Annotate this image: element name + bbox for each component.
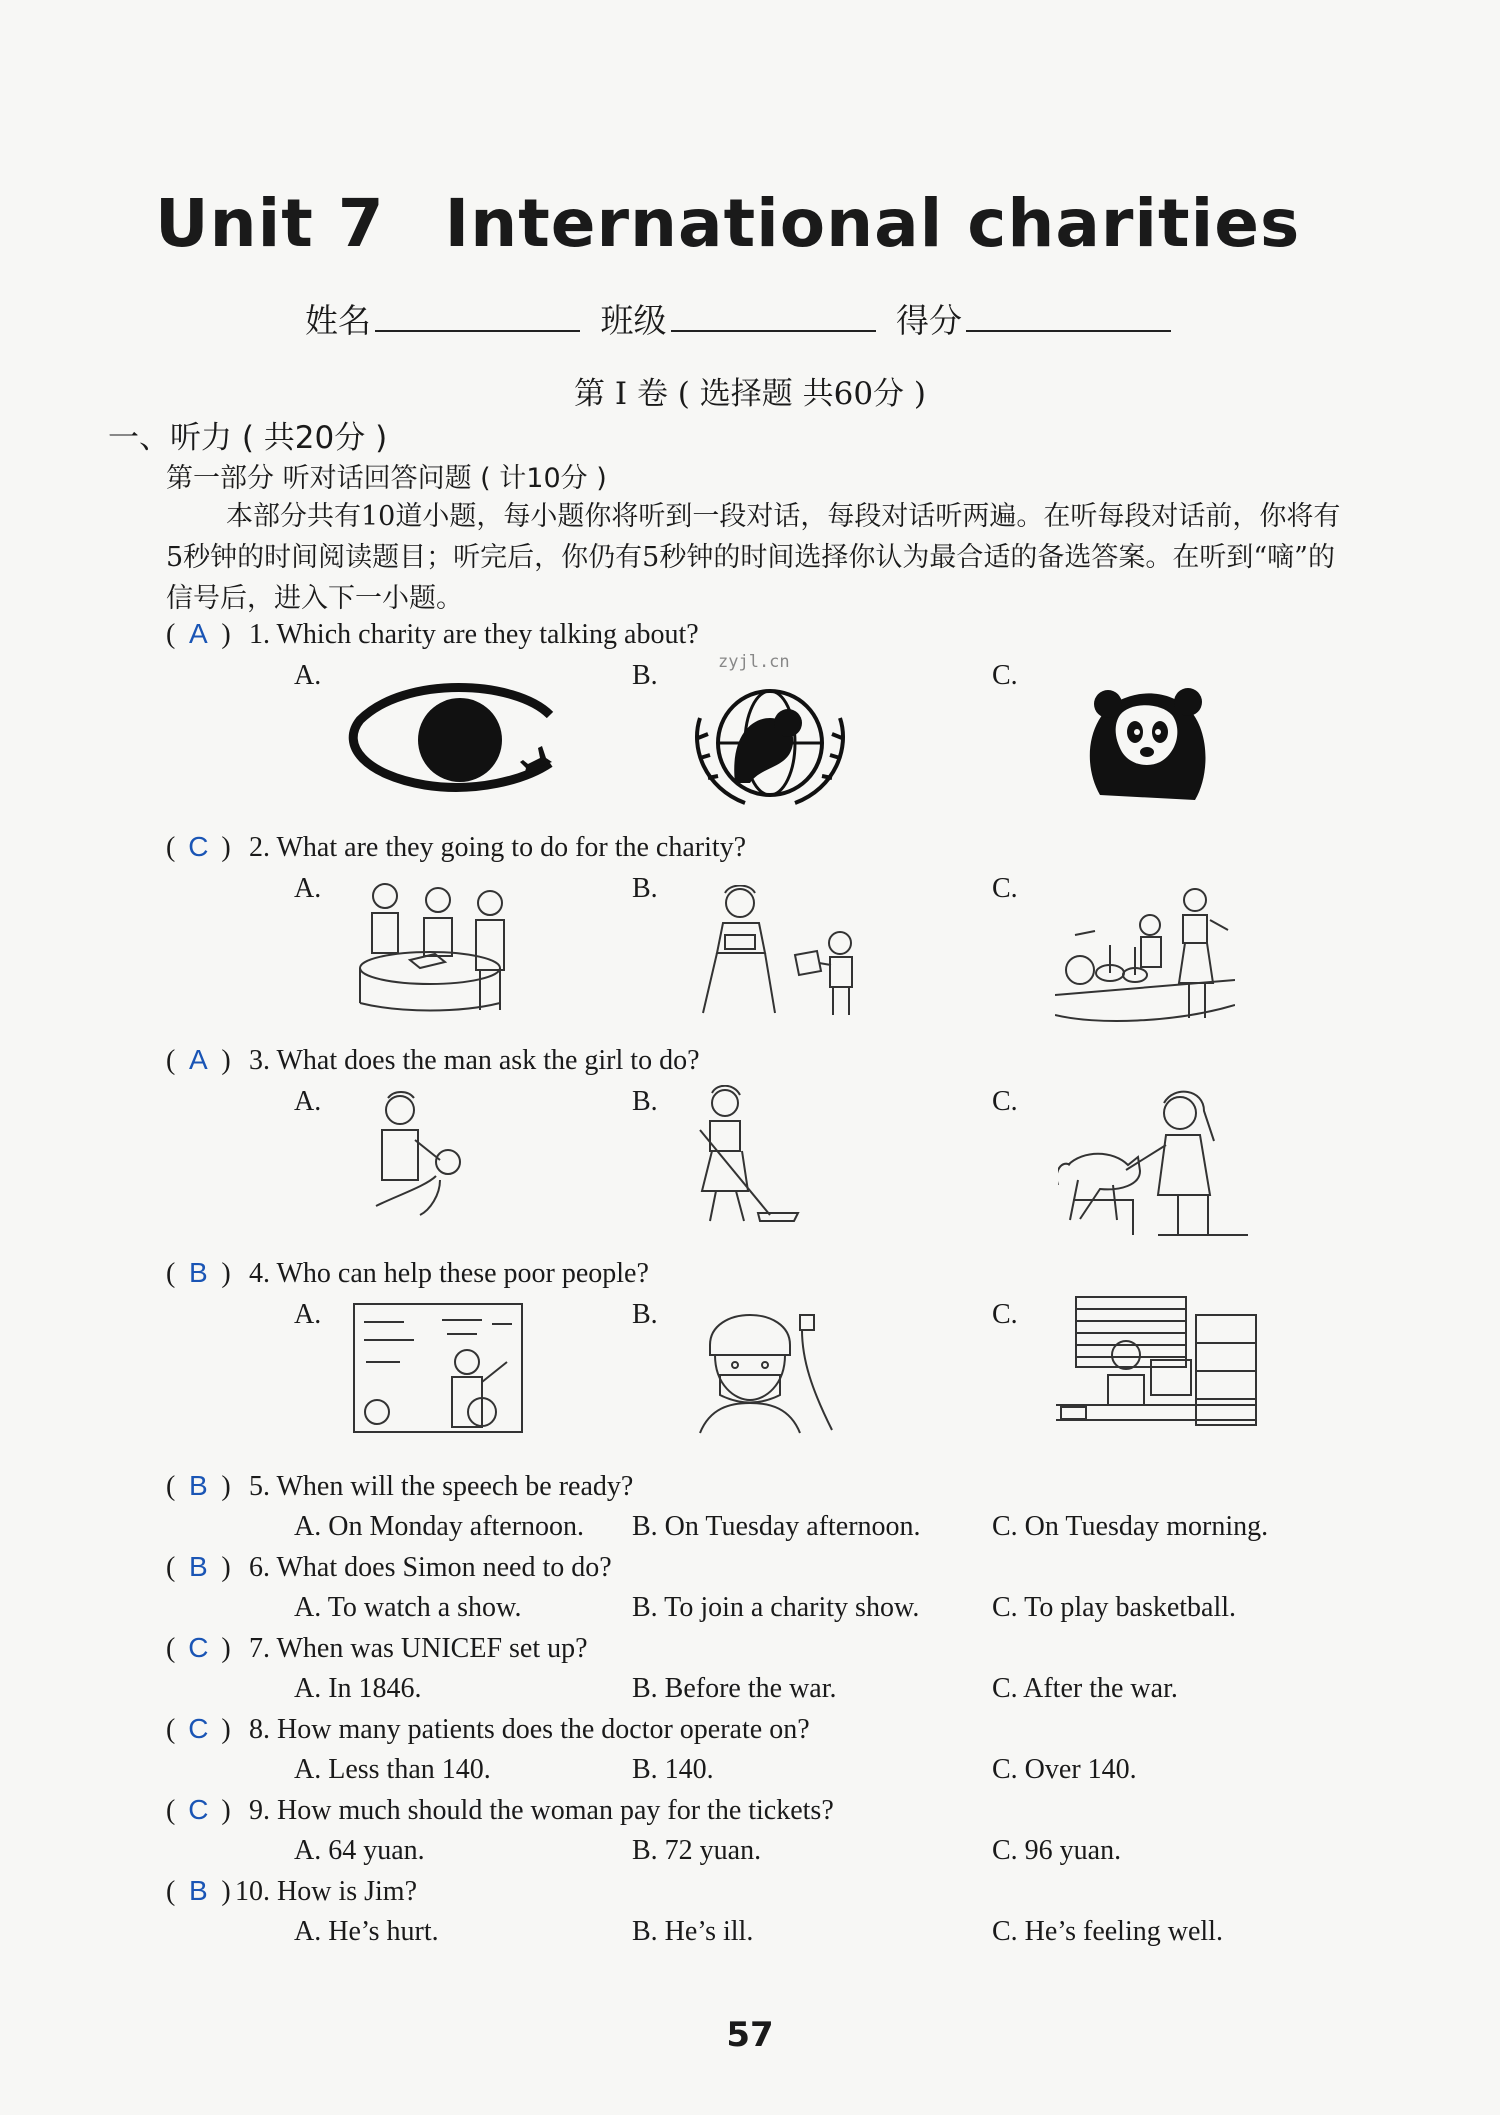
question-number: 7. [249,1633,270,1664]
score-label: 得分 [896,301,962,340]
question-6: ( B ) 6. What does Simon need to do? [166,1551,612,1583]
question-text: What are they going to do for the charity? [276,832,747,863]
student-info-row [305,295,1181,342]
students-at-table-icon[interactable] [350,878,520,1018]
score-blank[interactable] [966,300,1171,332]
unicef-logo-icon[interactable] [690,678,850,808]
option-c[interactable]: C. On Tuesday morning. [992,1511,1269,1542]
question-4: ( B ) 4. Who can help these poor people? [166,1257,649,1289]
option-c[interactable]: C. After the war. [992,1673,1178,1704]
section-heading: 一、听力 ( 共20分 ) [108,420,388,456]
answer-8: C [188,1713,209,1744]
nurse-caring-patient-icon[interactable] [360,1090,470,1220]
answer-1: A [188,618,208,649]
band-performance-icon[interactable] [1055,885,1235,1030]
option-c[interactable]: C. To play basketball. [992,1592,1237,1623]
question-text: Who can help these poor people? [276,1258,649,1289]
woman-collecting-papers-icon[interactable] [695,885,875,1020]
option-label: A. [294,873,322,904]
question-number: 6. [249,1552,270,1583]
answer-3: A [188,1044,208,1075]
answer-5: B [188,1470,208,1501]
option-label: C. [992,1086,1018,1117]
name-label: 姓名 [305,301,371,340]
answer-6: B [188,1551,208,1582]
question-10: ( B ) 10. How is Jim? [166,1875,417,1907]
option-a[interactable]: A. To watch a show. [294,1592,522,1623]
surgeon-icon[interactable] [690,1305,840,1435]
watermark: zyjl.cn [718,652,790,672]
option-a[interactable]: A. Less than 140. [294,1754,491,1785]
question-number: 3. [249,1045,270,1076]
class-label: 班级 [600,301,667,340]
question-9: ( C ) 9. How much should the woman pay for the tickets? [166,1794,834,1826]
question-1: ( A ) 1. Which charity are they talking about? [166,618,699,650]
option-label: A. [294,1299,322,1330]
paper-heading: 第 I 卷 ( 选择题 共60分 ) [573,376,926,412]
option-b[interactable]: B. On Tuesday afternoon. [632,1511,921,1542]
question-text: When was UNICEF set up? [276,1633,588,1664]
answer-9: C [188,1794,209,1825]
unit-number: Unit 7 [155,185,385,262]
option-b[interactable]: B. Before the war. [632,1673,837,1704]
option-c[interactable]: C. 96 yuan. [992,1835,1122,1866]
answer-2: C [188,831,209,862]
question-8: ( C ) 8. How many patients does the doctor operate on? [166,1713,810,1745]
option-label: B. [632,1086,658,1117]
question-text: What does the man ask the girl to do? [276,1045,700,1076]
option-label: B. [632,1299,658,1330]
question-text: How many patients does the doctor operate on? [277,1714,810,1745]
option-label: C. [992,660,1018,691]
question-number: 1. [249,619,270,650]
office-worker-icon[interactable] [1056,1295,1261,1440]
option-a[interactable]: A. 64 yuan. [294,1835,425,1866]
question-number: 2. [249,832,270,863]
answer-7: C [188,1632,209,1663]
option-label: A. [294,660,322,691]
girl-feeding-cat-icon[interactable] [1058,1085,1248,1240]
option-a[interactable]: A. He’s hurt. [294,1916,439,1947]
option-label: A. [294,1086,322,1117]
option-b[interactable]: B. 72 yuan. [632,1835,762,1866]
answer-4: B [188,1257,208,1288]
option-label: C. [992,1299,1018,1330]
option-label: B. [632,873,658,904]
question-text: What does Simon need to do? [276,1552,612,1583]
question-2: ( C ) 2. What are they going to do for the charity? [166,831,747,863]
option-label: C. [992,873,1018,904]
question-text: How is Jim? [277,1876,417,1907]
question-number: 4. [249,1258,270,1289]
wwf-panda-logo-icon[interactable] [1080,680,1215,805]
option-label: B. [632,660,658,691]
question-3: ( A ) 3. What does the man ask the girl to do? [166,1044,700,1076]
question-number: 10. [235,1876,270,1907]
teacher-blackboard-icon[interactable] [352,1302,524,1434]
question-number: 8. [249,1714,270,1745]
page-number: 57 [726,2015,774,2055]
option-a[interactable]: A. On Monday afternoon. [294,1511,585,1542]
option-a[interactable]: A. In 1846. [294,1673,422,1704]
class-blank[interactable] [671,300,876,332]
option-b[interactable]: B. He’s ill. [632,1916,754,1947]
question-5: ( B ) 5. When will the speech be ready? [166,1470,634,1502]
instructions: 本部分共有10道小题，每小题你将听到一段对话，每段对话听两遍。在听每段对话前，你将有5秒钟的时间阅读题目；听完后，你仍有5秒钟的时间选择你认为最合适的备选答案。在听到“嘀”的信号后，进入下一小题。 [166,501,1341,614]
option-c[interactable]: C. He’s feeling well. [992,1916,1223,1947]
orbis-logo-icon[interactable] [345,675,560,805]
option-b[interactable]: B. To join a charity show. [632,1592,920,1623]
question-number: 5. [249,1471,270,1502]
option-b[interactable]: B. 140. [632,1754,714,1785]
unit-topic: International charities [444,185,1301,262]
question-text: When will the speech be ready? [276,1471,634,1502]
name-blank[interactable] [375,300,580,332]
unit-title [155,185,1355,262]
question-number: 9. [249,1795,270,1826]
part-heading: 第一部分 听对话回答问题 ( 计10分 ) [166,463,607,494]
question-7: ( C ) 7. When was UNICEF set up? [166,1632,588,1664]
option-c[interactable]: C. Over 140. [992,1754,1137,1785]
answer-10: B [188,1875,208,1906]
question-text: How much should the woman pay for the tickets? [277,1795,834,1826]
question-text: Which charity are they talking about? [276,619,699,650]
girl-mopping-icon[interactable] [680,1085,805,1230]
